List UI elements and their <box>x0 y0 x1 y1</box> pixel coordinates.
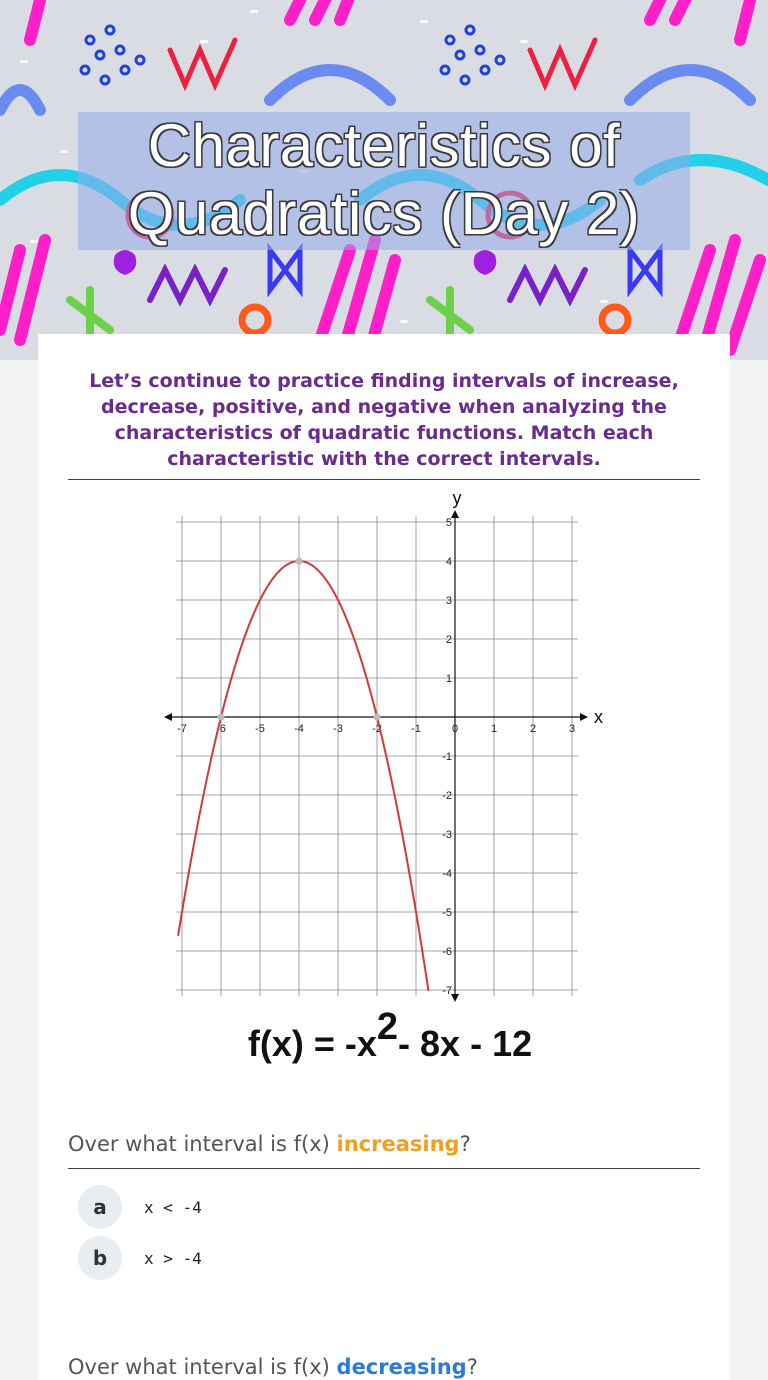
x-tick-label: -5 <box>255 723 265 735</box>
y-tick-label: -2 <box>442 790 452 802</box>
x-axis-arrow <box>580 713 588 721</box>
x-axis-label: x <box>594 707 603 727</box>
option-b[interactable] <box>78 1236 202 1280</box>
question-end: ? <box>466 1355 478 1379</box>
x-tick-label: -2 <box>372 723 382 735</box>
x-tick-label: -3 <box>333 723 343 735</box>
title-banner <box>0 0 768 360</box>
question-decreasing <box>68 1355 478 1379</box>
x-tick-label: -7 <box>177 723 187 735</box>
function-prefix: f(x) = -x <box>247 1023 377 1064</box>
question-increasing <box>68 1132 471 1156</box>
key-point <box>218 714 225 721</box>
option-a[interactable] <box>78 1185 202 1229</box>
key-point <box>296 558 303 565</box>
quadratic-graph <box>150 482 620 1016</box>
question-text: Over what interval is f(x) <box>68 1132 337 1156</box>
function-label <box>150 1006 630 1065</box>
y-axis-arrow <box>451 510 459 518</box>
option-letter-badge: a <box>78 1185 122 1229</box>
key-point <box>374 714 381 721</box>
y-axis-label: y <box>452 488 462 508</box>
question-end: ? <box>459 1132 471 1156</box>
instructions-text: Let’s continue to practice finding intervals of increase, decrease, positive, and negative when analyzing the characteristics of quadratic functions. Match each characteristic with the correct intervals. <box>89 370 679 470</box>
y-tick-label: 3 <box>445 595 452 607</box>
x-tick-label: -6 <box>216 723 226 735</box>
x-tick-label: 3 <box>568 723 576 735</box>
divider <box>68 1168 700 1169</box>
question-keyword: increasing <box>336 1132 460 1156</box>
question-keyword: decreasing <box>336 1355 467 1379</box>
y-tick-label: -3 <box>442 829 452 841</box>
y-tick-label: 4 <box>445 556 452 568</box>
x-tick-label: -4 <box>294 723 304 735</box>
x-tick-label: -1 <box>411 723 421 735</box>
question-text: Over what interval is f(x) <box>68 1355 337 1379</box>
y-tick-label: -7 <box>442 985 452 997</box>
x-tick-label: 0 <box>451 723 459 735</box>
parabola-curve <box>178 561 428 991</box>
x-tick-label: 2 <box>529 723 537 735</box>
x-axis-arrow-left <box>164 713 172 721</box>
option-text: x > -4 <box>144 1248 202 1268</box>
x-tick-label: 1 <box>490 723 498 735</box>
y-tick-label: -1 <box>442 751 452 763</box>
page-title: Characteristics of Quadratics (Day 2) <box>127 112 641 247</box>
y-tick-label: -5 <box>442 907 452 919</box>
y-tick-label: -4 <box>442 868 452 880</box>
graph-svg <box>150 482 620 1012</box>
y-axis-arrow-bottom <box>451 994 459 1002</box>
function-exponent: 2 <box>376 1006 399 1048</box>
y-tick-label: 5 <box>445 517 452 529</box>
function-suffix: - 8x - 12 <box>398 1023 533 1064</box>
option-letter-badge: b <box>78 1236 122 1280</box>
divider <box>68 479 700 480</box>
y-tick-label: 2 <box>445 634 452 646</box>
option-text: x < -4 <box>144 1197 202 1217</box>
y-tick-label: 1 <box>445 673 452 685</box>
y-tick-label: -6 <box>442 946 452 958</box>
